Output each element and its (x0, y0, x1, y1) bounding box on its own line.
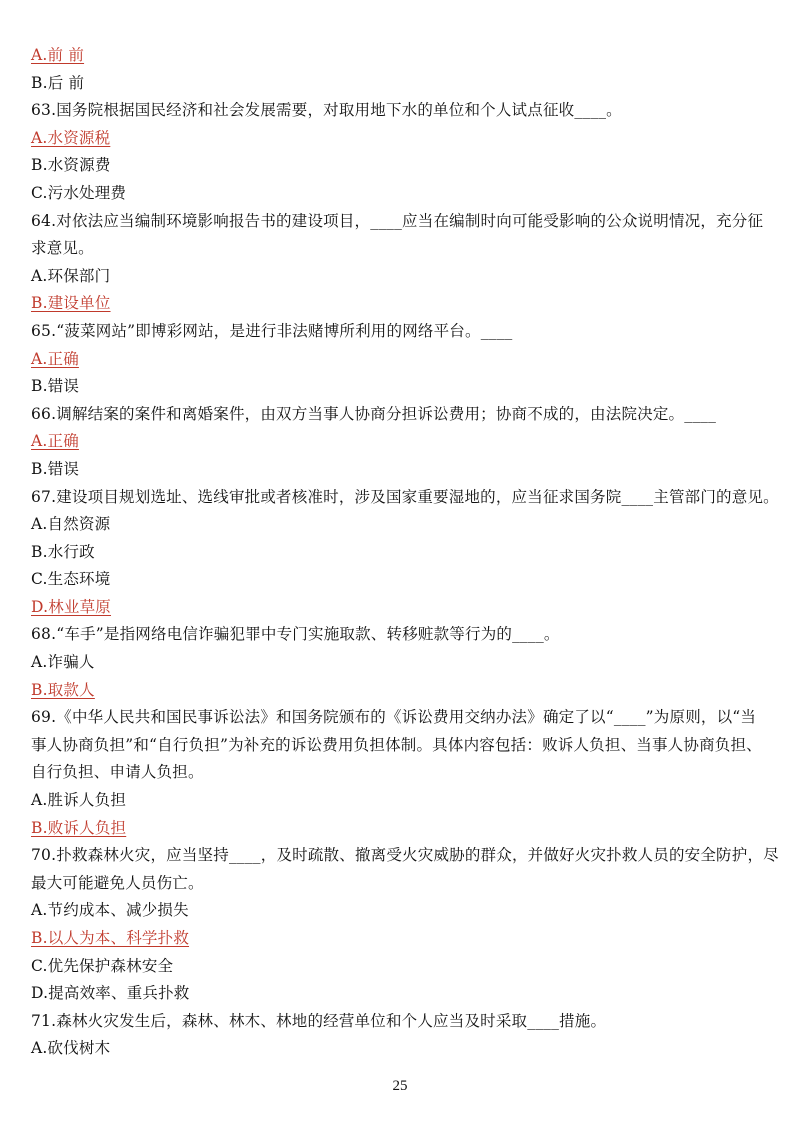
line-text: C.污水处理费 (31, 183, 127, 202)
answer-option (31, 677, 770, 705)
text-line (31, 539, 770, 567)
question-list (31, 42, 779, 1063)
text-line (31, 953, 770, 981)
line-text: B.错误 (31, 459, 80, 478)
line-text: 70.扑救森林火灾，应当坚持____，及时疏散、撤离受火灾威胁的群众，并做好火灾扑救人员的安全防护，尽 (31, 846, 779, 865)
line-text: A.正确 (31, 432, 79, 451)
line-text: 65.“菠菜网站”即博彩网站，是进行非法赌博所利用的网络平台。____ (31, 321, 513, 340)
line-text: 求意见。 (31, 239, 94, 258)
line-text: 69.《中华人民共和国民事诉讼法》和国务院颁布的《诉讼费用交纳办法》确定了以“____”为原则，以“当 (31, 708, 757, 727)
line-text: A.环保部门 (31, 266, 111, 285)
text-line (31, 870, 770, 898)
line-text: A.水资源税 (31, 128, 111, 147)
line-text: B.后 前 (31, 73, 85, 92)
answer-option (31, 346, 770, 374)
text-line (31, 787, 770, 815)
question-text (31, 401, 770, 429)
answer-option (31, 428, 770, 456)
question-text (31, 484, 779, 512)
text-line (31, 649, 770, 677)
text-line (31, 235, 770, 263)
line-text: D.林业草原 (31, 597, 112, 616)
line-text: B.水行政 (31, 542, 95, 561)
text-line (31, 263, 770, 291)
answer-option (31, 925, 770, 953)
text-line (31, 732, 770, 760)
text-line (31, 180, 770, 208)
line-text: B.败诉人负担 (31, 818, 127, 837)
text-line (31, 759, 770, 787)
line-text: C.优先保护森林安全 (31, 956, 174, 975)
answer-option (31, 42, 770, 70)
line-text: A.砍伐树木 (31, 1039, 111, 1058)
question-text (31, 1008, 770, 1036)
line-text: 自行负担、申请人负担。 (31, 763, 204, 782)
text-line (31, 897, 770, 925)
line-text: 63.国务院根据国民经济和社会发展需要，对取用地下水的单位和个人试点征收____。 (31, 101, 622, 120)
line-text: B.以人为本、科学扑救 (31, 929, 190, 947)
text-line (31, 456, 770, 484)
line-text: 67.建设项目规划选址、选线审批或者核准时，涉及国家重要湿地的，应当征求国务院____主管部门的意见。 (31, 487, 779, 506)
line-text: 最大可能避免人员伤亡。 (31, 873, 204, 892)
line-text: 68.“车手”是指网络电信诈骗犯罪中专门实施取款、转移赃款等行为的____。 (31, 625, 560, 644)
line-text: A.自然资源 (31, 515, 111, 534)
text-line (31, 511, 770, 539)
line-text: A.节约成本、减少损失 (31, 901, 189, 920)
answer-option (31, 125, 770, 153)
line-text: B.取款人 (31, 680, 95, 699)
line-text: A.胜诉人负担 (31, 791, 127, 810)
question-text (31, 318, 770, 346)
line-text: A.诈骗人 (31, 653, 95, 672)
answer-option (31, 290, 770, 318)
page-number: 25 (392, 1078, 408, 1094)
question-text (31, 97, 770, 125)
line-text: 66.调解结案的案件和离婚案件，由双方当事人协商分担诉讼费用；协商不成的，由法院决定。____ (31, 404, 717, 423)
line-text: D.提高效率、重兵扑救 (31, 984, 190, 1003)
line-text: C.生态环境 (31, 570, 111, 589)
line-text: B.建设单位 (31, 294, 111, 313)
text-line (31, 70, 770, 98)
answer-option (31, 594, 770, 622)
text-line (31, 1035, 770, 1063)
text-line (31, 373, 770, 401)
question-text (31, 208, 770, 236)
question-text (31, 704, 770, 732)
text-line (31, 566, 770, 594)
line-text: B.错误 (31, 377, 80, 396)
text-line (31, 980, 770, 1008)
question-text (31, 621, 770, 649)
answer-option (31, 815, 770, 843)
line-text: B.水资源费 (31, 156, 111, 175)
line-text: A.正确 (31, 349, 79, 368)
text-line (31, 152, 770, 180)
line-text: 事人协商负担”和“自行负担”为补充的诉讼费用负担体制。具体内容包括：败诉人负担、当事人协商负担、 (31, 735, 762, 754)
line-text: 64.对依法应当编制环境影响报告书的建设项目，____应当在编制时向可能受影响的公众说明情况，充分征 (31, 211, 764, 230)
question-text (31, 842, 779, 870)
line-text: A.前 前 (31, 46, 85, 64)
line-text: 71.森林火灾发生后，森林、林木、林地的经营单位和个人应当及时采取____措施。 (31, 1011, 607, 1030)
